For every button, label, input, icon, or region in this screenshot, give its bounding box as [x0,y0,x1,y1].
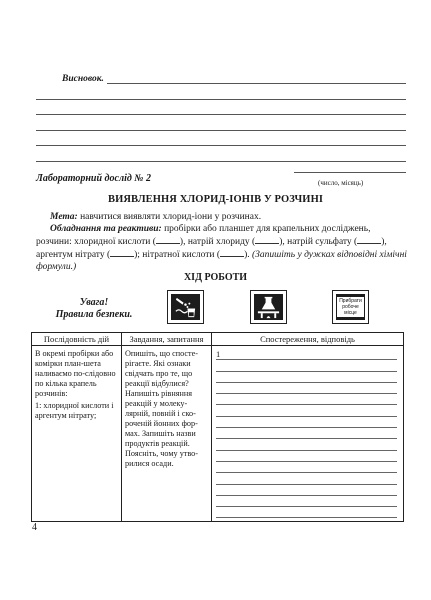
conclusion-line[interactable] [36,131,406,147]
beaker-heating-icon [250,290,287,324]
observation-line[interactable] [216,451,397,462]
date-label: (число, місяць) [318,179,364,187]
observation-line[interactable] [216,372,397,383]
observation-line-1[interactable] [216,349,397,360]
observation-line[interactable] [216,485,397,496]
table-header-row [32,333,404,346]
table-row [32,346,404,522]
conclusion-line[interactable] [36,115,406,131]
conclusion-section [36,70,406,162]
main-title: ВИЯВЛЕННЯ ХЛОРИД-ІОНІВ У РОЗЧИНІ [107,194,324,205]
procedure-title: ХІД РОБОТИ [183,272,248,283]
corrosive-liquid-icon [167,290,204,324]
conclusion-answer-line[interactable] [107,74,406,84]
materials-text-6: ). [244,250,252,260]
observation-lines [216,349,397,518]
formula-blank-hcl[interactable] [156,235,180,244]
observation-cell [212,346,404,522]
clean-workplace-text: Прибрати робоче місце [337,297,364,317]
corrosive-liquid-svg [171,294,200,320]
formula-blank-agno3[interactable] [110,248,134,257]
task-cell: Опишіть, що спосте-рігаєте. Які ознаки свідчать про те, що реакції відбулися? Напишіть рівняння реакцій у молеку-лярній, повній і ско-роченій йонних фор-мах. Запишіть назви продуктів реакцій. Поясніть, чому утво-рилися осади. [122,346,212,522]
lab-title: Лабораторний дослід № 2 [36,173,151,184]
observation-line[interactable] [216,405,397,416]
observation-line[interactable] [216,428,397,439]
observation-line[interactable] [216,394,397,405]
materials-label: Обладнання та реактиви: [50,224,162,234]
sequence-text-1: В окремі пробірки або комірки план-шета наливаємо по-слідовно по кілька крапель розчинів: [35,349,116,398]
sequence-text-2: 1: хлоридної кислоти і аргентум нітрату; [35,401,114,420]
materials-text-1: пробірки або планшет для крапельних досліджень, розчини: хлоридної кислоти ( [36,224,371,247]
lab-header [36,166,406,196]
beaker-heating-svg [254,294,283,320]
observation-number: 1 [216,349,221,359]
sequence-cell [32,346,122,522]
header-sequence: Послідовність дій [32,333,122,346]
page-number: 4 [32,522,37,533]
materials-paragraph [36,223,408,273]
safety-warning [44,297,144,321]
header-task: Завдання, запитання [122,333,212,346]
procedure-table [31,332,404,522]
goal-text: навчитися виявляти хлорид-іони у розчинах. [77,212,262,222]
materials-text-4: ), аргентум нітрату ( [36,237,387,260]
warning-line-2: Правила безпеки. [55,309,133,320]
observation-line[interactable] [216,360,397,371]
date-input-line[interactable] [294,172,406,173]
formula-blank-hno3[interactable] [220,248,244,257]
observation-line[interactable] [216,462,397,473]
warning-line-1: Увага! [79,297,109,308]
observation-line[interactable] [216,507,397,518]
observation-line[interactable] [216,417,397,428]
conclusion-line[interactable] [36,146,406,162]
observation-line[interactable] [216,473,397,484]
goal-paragraph [36,211,408,223]
observation-line[interactable] [216,439,397,450]
conclusion-line[interactable] [36,84,406,100]
materials-text-5: ); нітратної кислоти ( [134,250,221,260]
materials-text-2: ), натрій хлориду ( [179,237,256,247]
conclusion-line[interactable] [36,100,406,116]
formula-blank-na2so4[interactable] [357,235,381,244]
goal-label: Мета: [50,212,78,222]
observation-line[interactable] [216,496,397,507]
materials-note: (Запишіть у дужках відповідні хімічні формули.) [36,250,407,272]
conclusion-label: Висновок. [62,74,104,84]
observation-line[interactable] [216,383,397,394]
header-observation: Спостереження, відповідь [212,333,404,346]
clean-workplace-icon [332,290,369,324]
formula-blank-nacl[interactable] [255,235,279,244]
materials-text-3: ), натрій сульфату ( [279,237,358,247]
